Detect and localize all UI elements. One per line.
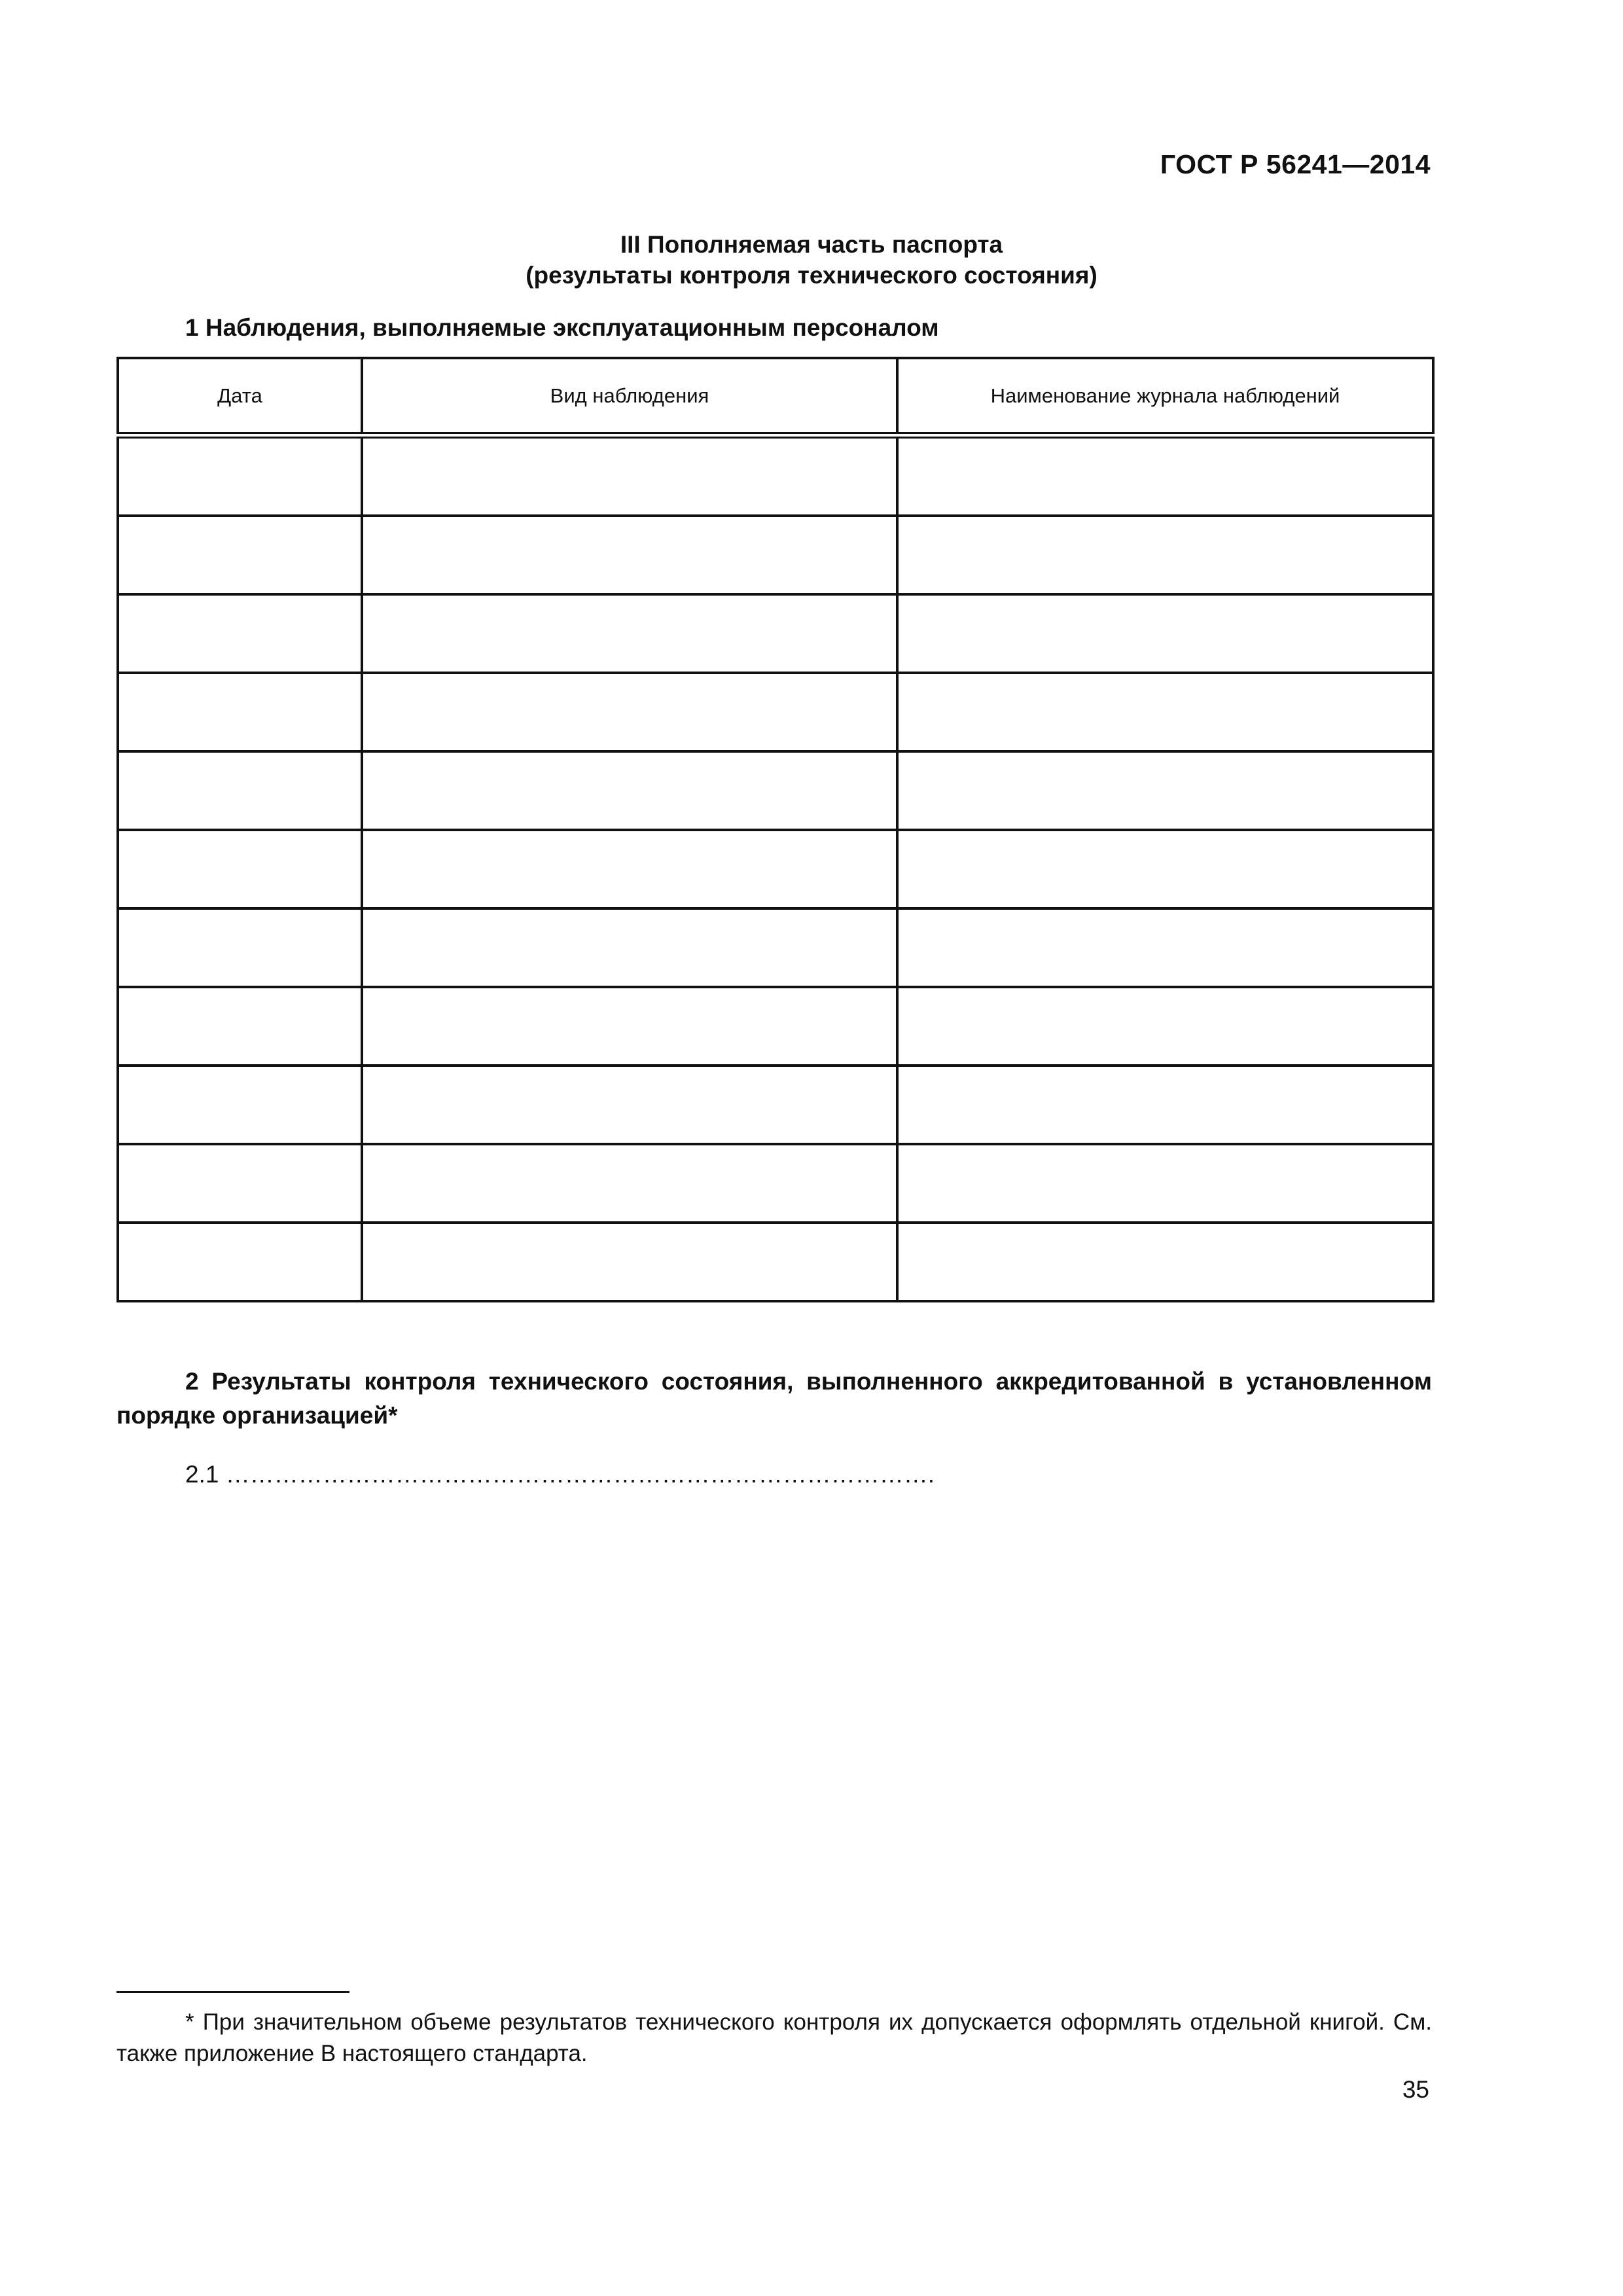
table-row bbox=[118, 908, 1433, 987]
table-cell bbox=[118, 908, 362, 987]
observations-table bbox=[116, 357, 1435, 1302]
part-title: III Пополняемая часть паспорта bbox=[620, 231, 1003, 258]
table-cell bbox=[118, 751, 362, 830]
table-row bbox=[118, 1144, 1433, 1223]
section-1-heading: 1 Наблюдения, выполняемые эксплуатационным персоналом bbox=[185, 314, 939, 341]
table-cell bbox=[362, 751, 897, 830]
table-cell bbox=[118, 830, 362, 908]
column-header-observation-type: Вид наблюдения bbox=[362, 358, 897, 435]
table-row bbox=[118, 830, 1433, 908]
table-cell bbox=[897, 516, 1433, 594]
table-cell bbox=[118, 1144, 362, 1223]
table-row bbox=[118, 1223, 1433, 1301]
table-cell bbox=[362, 435, 897, 516]
table-cell bbox=[897, 435, 1433, 516]
column-header-journal-name: Наименование журнала наблюдений bbox=[897, 358, 1433, 435]
table-cell bbox=[897, 987, 1433, 1066]
table-row bbox=[118, 673, 1433, 751]
table-cell bbox=[118, 435, 362, 516]
part-subtitle: (результаты контроля технического состояния) bbox=[526, 262, 1097, 289]
table-cell bbox=[362, 673, 897, 751]
table-body bbox=[118, 435, 1433, 1301]
table-row bbox=[118, 594, 1433, 673]
table-header-row bbox=[118, 358, 1433, 435]
table-cell bbox=[362, 516, 897, 594]
table-cell bbox=[118, 1223, 362, 1301]
table-cell bbox=[118, 987, 362, 1066]
table-cell bbox=[118, 516, 362, 594]
table-row bbox=[118, 987, 1433, 1066]
page-number: 35 bbox=[1402, 2076, 1429, 2103]
table-row bbox=[118, 751, 1433, 830]
table-cell bbox=[362, 1144, 897, 1223]
footnote-separator bbox=[116, 1991, 349, 1993]
table-cell bbox=[897, 751, 1433, 830]
table-cell bbox=[897, 1223, 1433, 1301]
table-row bbox=[118, 516, 1433, 594]
table-cell bbox=[362, 830, 897, 908]
table-cell bbox=[118, 673, 362, 751]
item-2-1: 2.1 ……………………………………………………………………………. bbox=[185, 1461, 935, 1488]
table-cell bbox=[118, 594, 362, 673]
table-cell bbox=[362, 1223, 897, 1301]
table-cell bbox=[897, 1144, 1433, 1223]
table-cell bbox=[897, 830, 1433, 908]
section-2-heading: 2 Результаты контроля технического состояния, выполненного аккредитованной в установленном порядке организацией* bbox=[116, 1368, 1432, 1429]
document-code: ГОСТ Р 56241—2014 bbox=[1160, 149, 1431, 179]
table-cell bbox=[362, 908, 897, 987]
table-cell bbox=[118, 1066, 362, 1144]
column-header-date: Дата bbox=[118, 358, 362, 435]
table-cell bbox=[897, 908, 1433, 987]
table-row bbox=[118, 1066, 1433, 1144]
table-cell bbox=[362, 594, 897, 673]
table-row bbox=[118, 435, 1433, 516]
table-cell bbox=[362, 1066, 897, 1144]
table-cell bbox=[362, 987, 897, 1066]
table-cell bbox=[897, 673, 1433, 751]
table-cell bbox=[897, 594, 1433, 673]
table-cell bbox=[897, 1066, 1433, 1144]
footnote: * При значительном объеме результатов технического контроля их допускается оформлять отдельной книгой. См. также приложение В настоящего стандарта. bbox=[116, 2009, 1432, 2066]
